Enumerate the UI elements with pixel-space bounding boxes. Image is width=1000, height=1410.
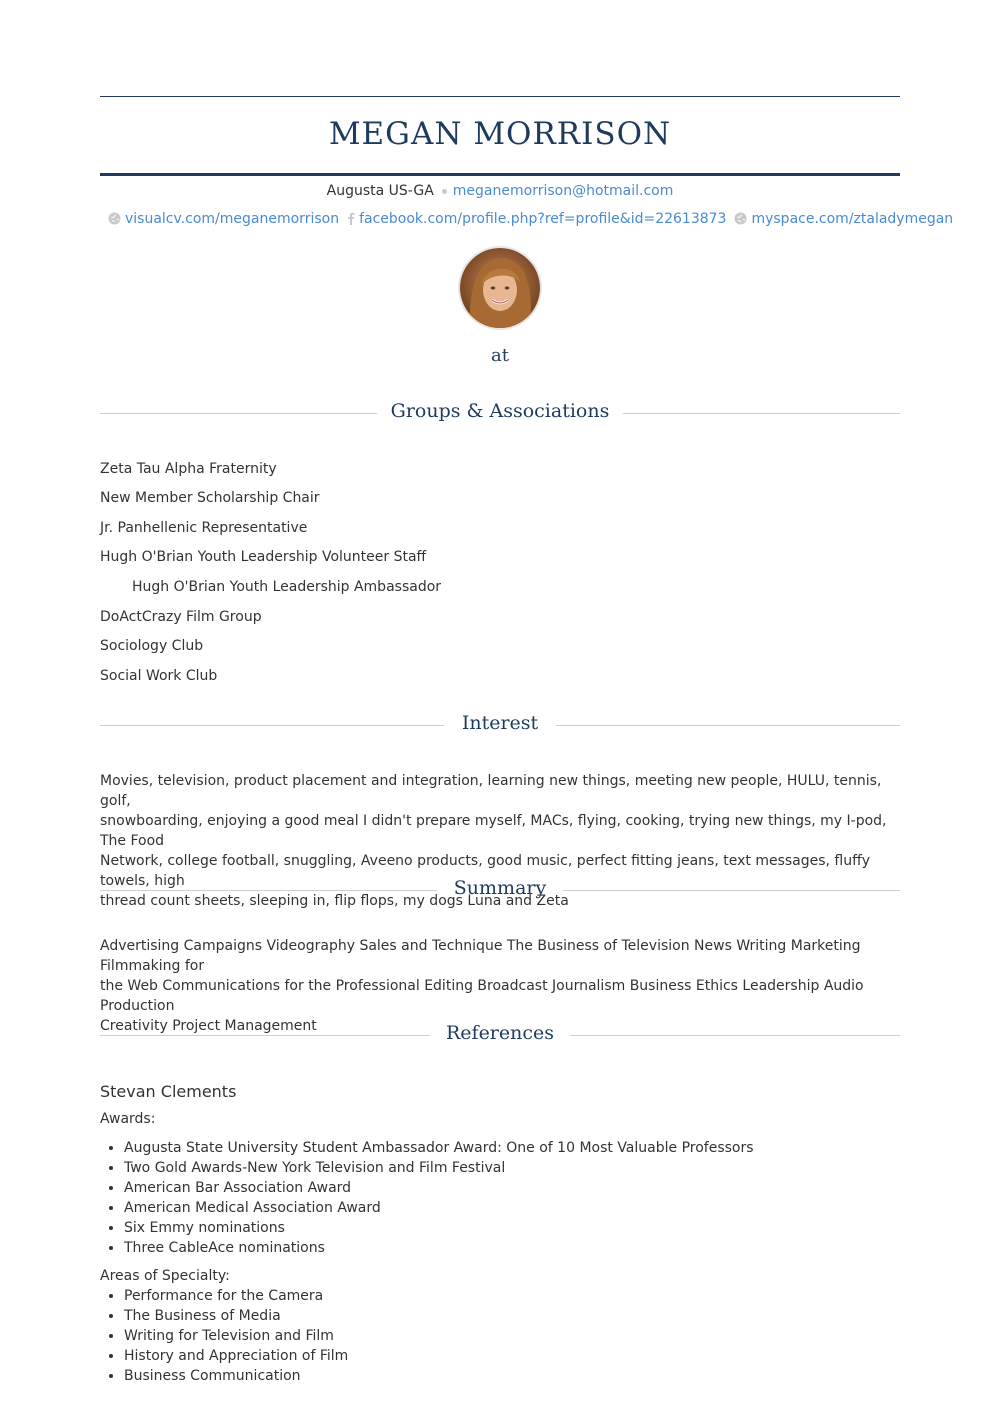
group-item: Jr. Panhellenic Representative [100,520,308,536]
specialty-label: Areas of Specialty: [100,1268,230,1284]
awards-label: Awards: [100,1111,156,1127]
specialty-list [100,1286,348,1386]
contact-row-primary [100,181,900,201]
visualcv-link[interactable]: visualcv.com/meganemorrison [125,211,340,227]
list-item: • Business Communication [124,1366,348,1386]
headline: at [491,345,509,366]
awards-list [100,1138,754,1258]
groups-section-title: Groups & Associations [390,400,610,422]
summary-line: Advertising Campaigns Videography Sales and Technique The Business of Television News Writing Marketing Filmmaking for [100,938,861,974]
group-item: Social Work Club [100,668,218,684]
myspace-link[interactable]: myspace.com/ztaladymegan [751,211,954,227]
group-item: Zeta Tau Alpha Fraternity [100,461,277,477]
list-item: • The Business of Media [124,1306,348,1326]
list-item: • Two Gold Awards-New York Television and Film Festival [124,1158,754,1178]
group-item: Hugh O'Brian Youth Leadership Ambassador [132,579,442,595]
list-item: • Six Emmy nominations [124,1218,754,1238]
facebook-link[interactable]: facebook.com/profile.php?ref=profile&id=22613873 [359,211,727,227]
list-item: • American Bar Association Award [124,1178,754,1198]
group-item: Hugh O'Brian Youth Leadership Volunteer Staff [100,549,427,565]
email-link[interactable]: meganemorrison@hotmail.com [452,183,674,199]
interest-line: Network, college football, snuggling, Aveeno products, good music, perfect fitting jeans, text messages, fluffy towels, high [100,853,871,889]
list-item: • Three CableAce nominations [124,1238,754,1258]
interest-section-header [100,708,900,738]
summary-section-header [100,873,900,903]
globe-icon [108,211,121,231]
list-item: • Performance for the Camera [124,1286,348,1306]
facebook-icon [347,211,355,231]
avatar [460,248,540,328]
list-item: • American Medical Association Award [124,1198,754,1218]
references-section-header [100,1018,900,1048]
interest-line: Movies, television, product placement and integration, learning new things, meeting new people, HULU, tennis, golf, [100,773,882,809]
header-top-rule [100,96,900,97]
header-bottom-rule [100,173,900,176]
summary-line: the Web Communications for the Professional Editing Broadcast Journalism Business Ethics Leadership Audio Production [100,978,864,1014]
globe-icon [734,211,747,231]
groups-section-header [100,396,900,426]
separator-dot [442,189,447,194]
location-text: Augusta US-GA [326,183,434,199]
references-section-title: References [445,1022,555,1044]
candidate-name: MEGAN MORRISON [328,116,672,152]
summary-line: Creativity Project Management [100,1018,317,1034]
interest-section-title: Interest [461,712,539,734]
list-item: • Augusta State University Student Ambassador Award: One of 10 Most Valuable Professors [124,1138,754,1158]
group-item: New Member Scholarship Chair [100,490,320,506]
interest-line: snowboarding, enjoying a good meal I didn't prepare myself, MACs, flying, cooking, trying new things, my I-pod, The Food [100,813,887,849]
reference-name: Stevan Clements [100,1082,237,1101]
interest-line: thread count sheets, sleeping in, flip flops, my dogs Luna and Zeta [100,893,569,909]
list-item: • History and Appreciation of Film [124,1346,348,1366]
summary-section-title: Summary [453,877,547,899]
list-item: • Writing for Television and Film [124,1326,348,1346]
contact-row-links [100,209,954,231]
group-item: Sociology Club [100,638,204,654]
group-item: DoActCrazy Film Group [100,609,262,625]
